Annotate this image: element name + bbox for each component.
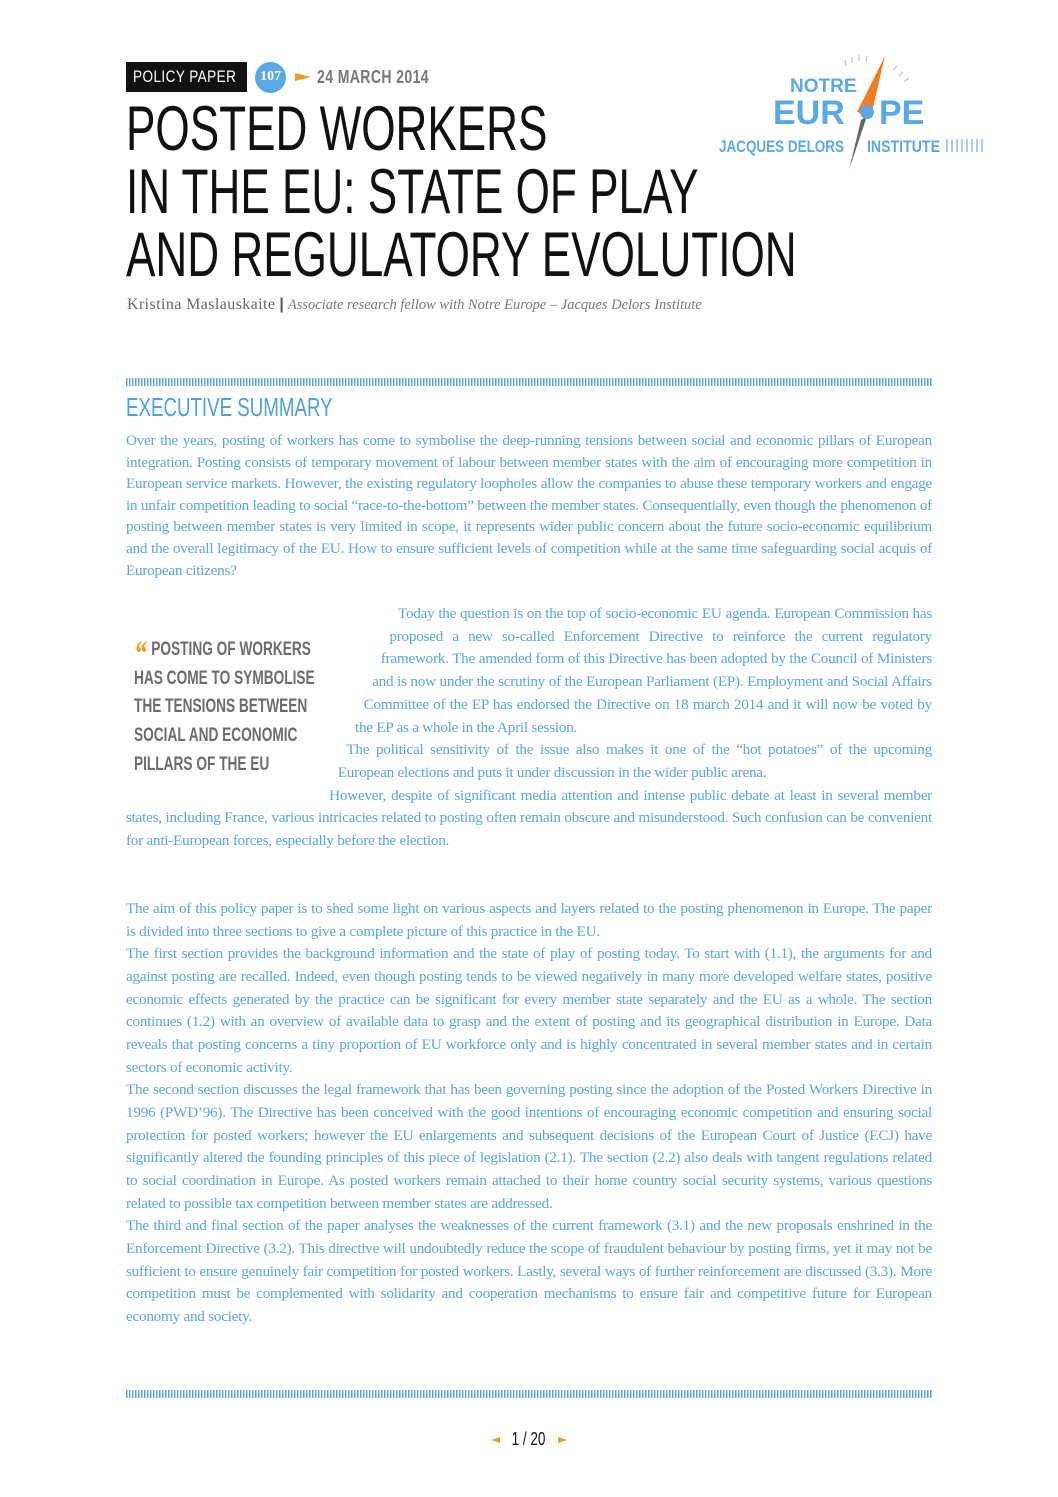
pull-quote-line: THE TENSIONS BETWEEN	[134, 696, 308, 718]
page-number: 1 / 20	[512, 1429, 546, 1449]
logo-dot	[860, 105, 874, 119]
paragraph: Today the question is on the top of socio-economic EU agenda. European Commission has proposed a new so-called Enforcement Directive to reinforce the current regulatory framework. The amended form of this Directive has been adopted by the Council of Ministers and is now under the scrutiny of the European Parliament (EP). Employment and Social Affairs Committee of the EP has endorsed the Directive on 18 march 2014 and it will now be voted by the EP as a whole in the April session.	[354, 605, 932, 736]
author-name: Kristina Maslauskaite	[127, 296, 276, 313]
section-divider	[126, 1390, 932, 1398]
author-role: Associate research fellow with Notre Europe – Jacques Delors Institute	[287, 297, 702, 313]
section-divider	[126, 378, 932, 386]
logo-notre: NOTRE	[790, 76, 857, 97]
badge-label: POLICY PAPER	[133, 67, 237, 86]
pull-quote-line: PILLARS OF THE EU	[134, 753, 270, 775]
paragraph: The aim of this policy paper is to shed some light on various aspects and layers related to the posting phenomenon in Europe. The paper is divided into three sections to give a complete picture of this practice in the EU.	[126, 900, 932, 940]
author-separator: |	[279, 296, 284, 313]
paragraph: The first section provides the background information and the state of play of posting today. To start with (1.1), the arguments for and against posting are recalled. Indeed, even though posting tends to be viewed negatively in many more developed welfare states, positive economic effects generated by the practice can be significant for every member state separately and the EU as a whole. The section continues (1.2) with an overview of available data to grasp and the extent of posting and its geographical distribution in Europe. Data reveals that posting concerns a tiny proportion of EU workforce only and is highly concentrated in several member states and in certain sectors of economic activity.	[126, 945, 932, 1076]
paragraph: However, despite of significant media attention and intense public debate at least in several member states, including France, various intricacies related to posting often remain obscure and misunderstood. Such confusion can be convenient for anti-European forces, especially before the election.	[126, 786, 932, 850]
section-title: EXECUTIVE SUMMARY	[126, 392, 333, 422]
title-line: IN THE EU: STATE OF PLAY	[126, 157, 699, 227]
quote-mark-icon: “	[134, 633, 147, 673]
paragraph: The third and final section of the paper analyses the weaknesses of the current framework (3.1) and the new proposals enshrined in the Enforcement Directive (3.2). This directive will undoubtedly reduce the scope of fraudulent behaviour by posting firms, yet it may not be sufficient to ensure genuinely fair competition for posted workers. Lastly, several ways of further reinforcement are discussed (3.3). More competition must be complemented with solidarity and cooperation mechanisms to ensure fair and competitive future for European economy and society.	[126, 1217, 932, 1325]
arrow-icon	[295, 73, 311, 81]
logo-eur: EUR	[773, 94, 845, 132]
arrow-right-icon	[558, 1437, 567, 1443]
title-line: POSTED WORKERS	[126, 94, 548, 164]
paper-number: 107	[255, 62, 286, 93]
logo-jacques-delors: JACQUES DELORS	[719, 137, 844, 156]
paragraph: Over the years, posting of workers has come to symbolise the deep-running tensions between social and economic pillars of European integration. Posting consists of temporary movement of labour between member states with the aim of encouraging more competition in European service markets. However, the existing regulatory loopholes allow the companies to abuse these temporary workers and engage in unfair competition leading to social “race-to-the-bottom” between the member states. Consequentially, even though the phenomenon of posting between member states is very limited in scope, it represents wider public concern about the future socio-economic equilibrium and the overall legitimacy of the EU. How to ensure sufficient levels of competition while at the same time safeguarding social acquis of European citizens?	[126, 432, 932, 579]
summary-paragraph	[126, 430, 932, 581]
header-tags	[126, 62, 461, 92]
policy-paper-badge	[126, 62, 247, 92]
pull-quote-line: SOCIAL AND ECONOMIC	[134, 725, 298, 747]
paragraph: The second section discusses the legal framework that has been governing posting since the adoption of the Posted Workers Directive in 1996 (PWD’96). The Directive has been conceived with the good intentions of encouraging economic competition and ensuring social protection for posted workers; however the EU enlargements and subsequent decisions of the European Court of Justice (ECJ) have significantly altered the founding principles of this piece of legislation (2.1). The section (2.2) also deals with tangent regulations related to social coordination in Europe. As posted workers remain attached to their home country social security systems, various questions related to possible tax competition between member states are addressed.	[126, 1081, 932, 1212]
logo-pe: PE	[879, 94, 925, 132]
author-line	[127, 296, 702, 314]
publication-date: 24 MARCH 2014	[317, 66, 430, 87]
compass-needle-gray	[849, 116, 867, 170]
pull-quote-line: HAS COME TO SYMBOLISE	[134, 667, 315, 689]
arrow-left-icon	[491, 1437, 500, 1443]
notre-europe-logo	[715, 52, 995, 182]
paragraph: The political sensitivity of the issue also makes it one of the “hot potatoes” of the upcoming European elections and puts it under discussion in the wider public arena.	[337, 741, 932, 781]
page-footer	[0, 1429, 1058, 1450]
paper-outline-section	[126, 898, 932, 1328]
logo-institute: INSTITUTE	[867, 137, 940, 156]
pull-quote-line: POSTING OF WORKERS	[151, 639, 311, 660]
pull-quote	[134, 633, 344, 779]
title-line: AND REGULATORY EVOLUTION	[126, 220, 797, 290]
